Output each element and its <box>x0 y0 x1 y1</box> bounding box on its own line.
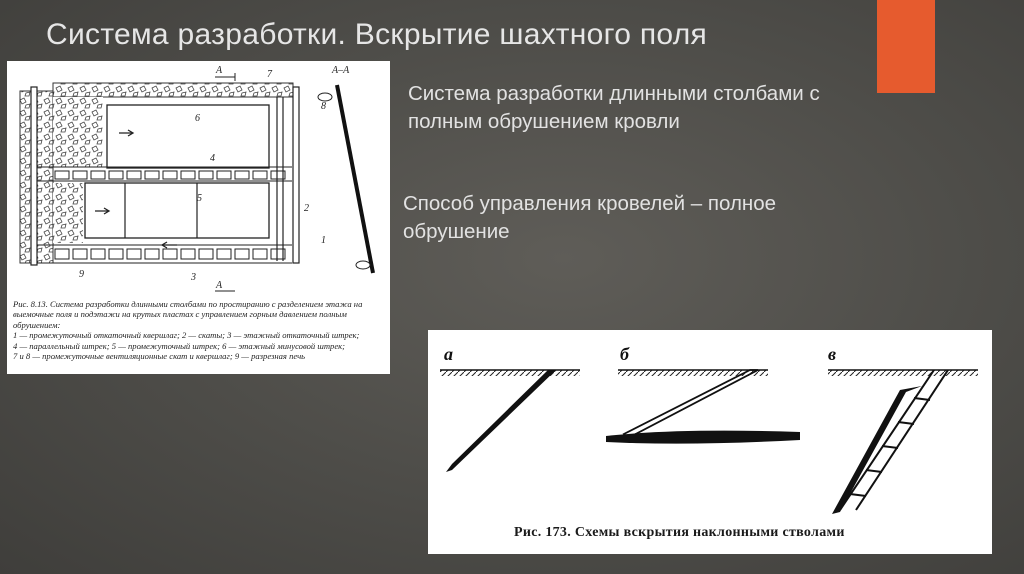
label-7: 7 <box>267 69 272 80</box>
figure-inclined-shafts <box>428 330 992 554</box>
figure1-caption-main: Рис. 8.13. Система разработки длинными столбами по простиранию с разделением этажа на выемочные поля и подэтажи на крутых пластах с управлением горным давлением полным обрушением: <box>13 299 363 330</box>
label-9: 9 <box>79 269 84 280</box>
scheme-label-b: б <box>620 344 629 364</box>
figure-mining-plan <box>7 61 390 374</box>
scheme-label-a: а <box>444 344 453 364</box>
figure1-legend-line: 7 и 8 — промежуточные вентиляционные скат и квершлаг; 9 — разрезная печь <box>13 351 306 362</box>
label-2: 2 <box>304 203 309 214</box>
section-label: А–А <box>332 65 350 76</box>
figure1-caption <box>13 299 385 361</box>
cut-label-top: А <box>216 65 223 76</box>
mining-plan-diagram <box>7 61 390 299</box>
inclined-shafts-diagram <box>428 330 992 520</box>
body-text-system: Система разработки длинными столбами с полным обрушением кровли <box>408 82 820 133</box>
figure2-caption: Рис. 173. Схемы вскрытия наклонными стволами <box>514 525 845 540</box>
figure1-legend-line: 4 — параллельный штрек; 5 — промежуточный штрек; 6 — этажный минусовой штрек; <box>13 340 346 351</box>
accent-bar <box>877 0 935 93</box>
label-6: 6 <box>195 113 200 124</box>
label-1: 1 <box>321 235 326 246</box>
body-text-roof-control: Способ управления кровелей – полное обрушение <box>403 192 777 243</box>
figure1-legend-line: 1 — промежуточный откаточный квершлаг; 2 — скаты; 3 — этажный откаточный штрек; <box>13 330 360 341</box>
label-4: 4 <box>210 153 215 164</box>
label-8: 8 <box>321 101 326 112</box>
label-3: 3 <box>191 272 196 283</box>
cut-label-bottom: А <box>216 280 223 291</box>
slide-title: Система разработки. Вскрытие шахтного поля <box>46 18 708 51</box>
scheme-label-v: в <box>828 344 837 364</box>
label-5: 5 <box>197 193 202 204</box>
